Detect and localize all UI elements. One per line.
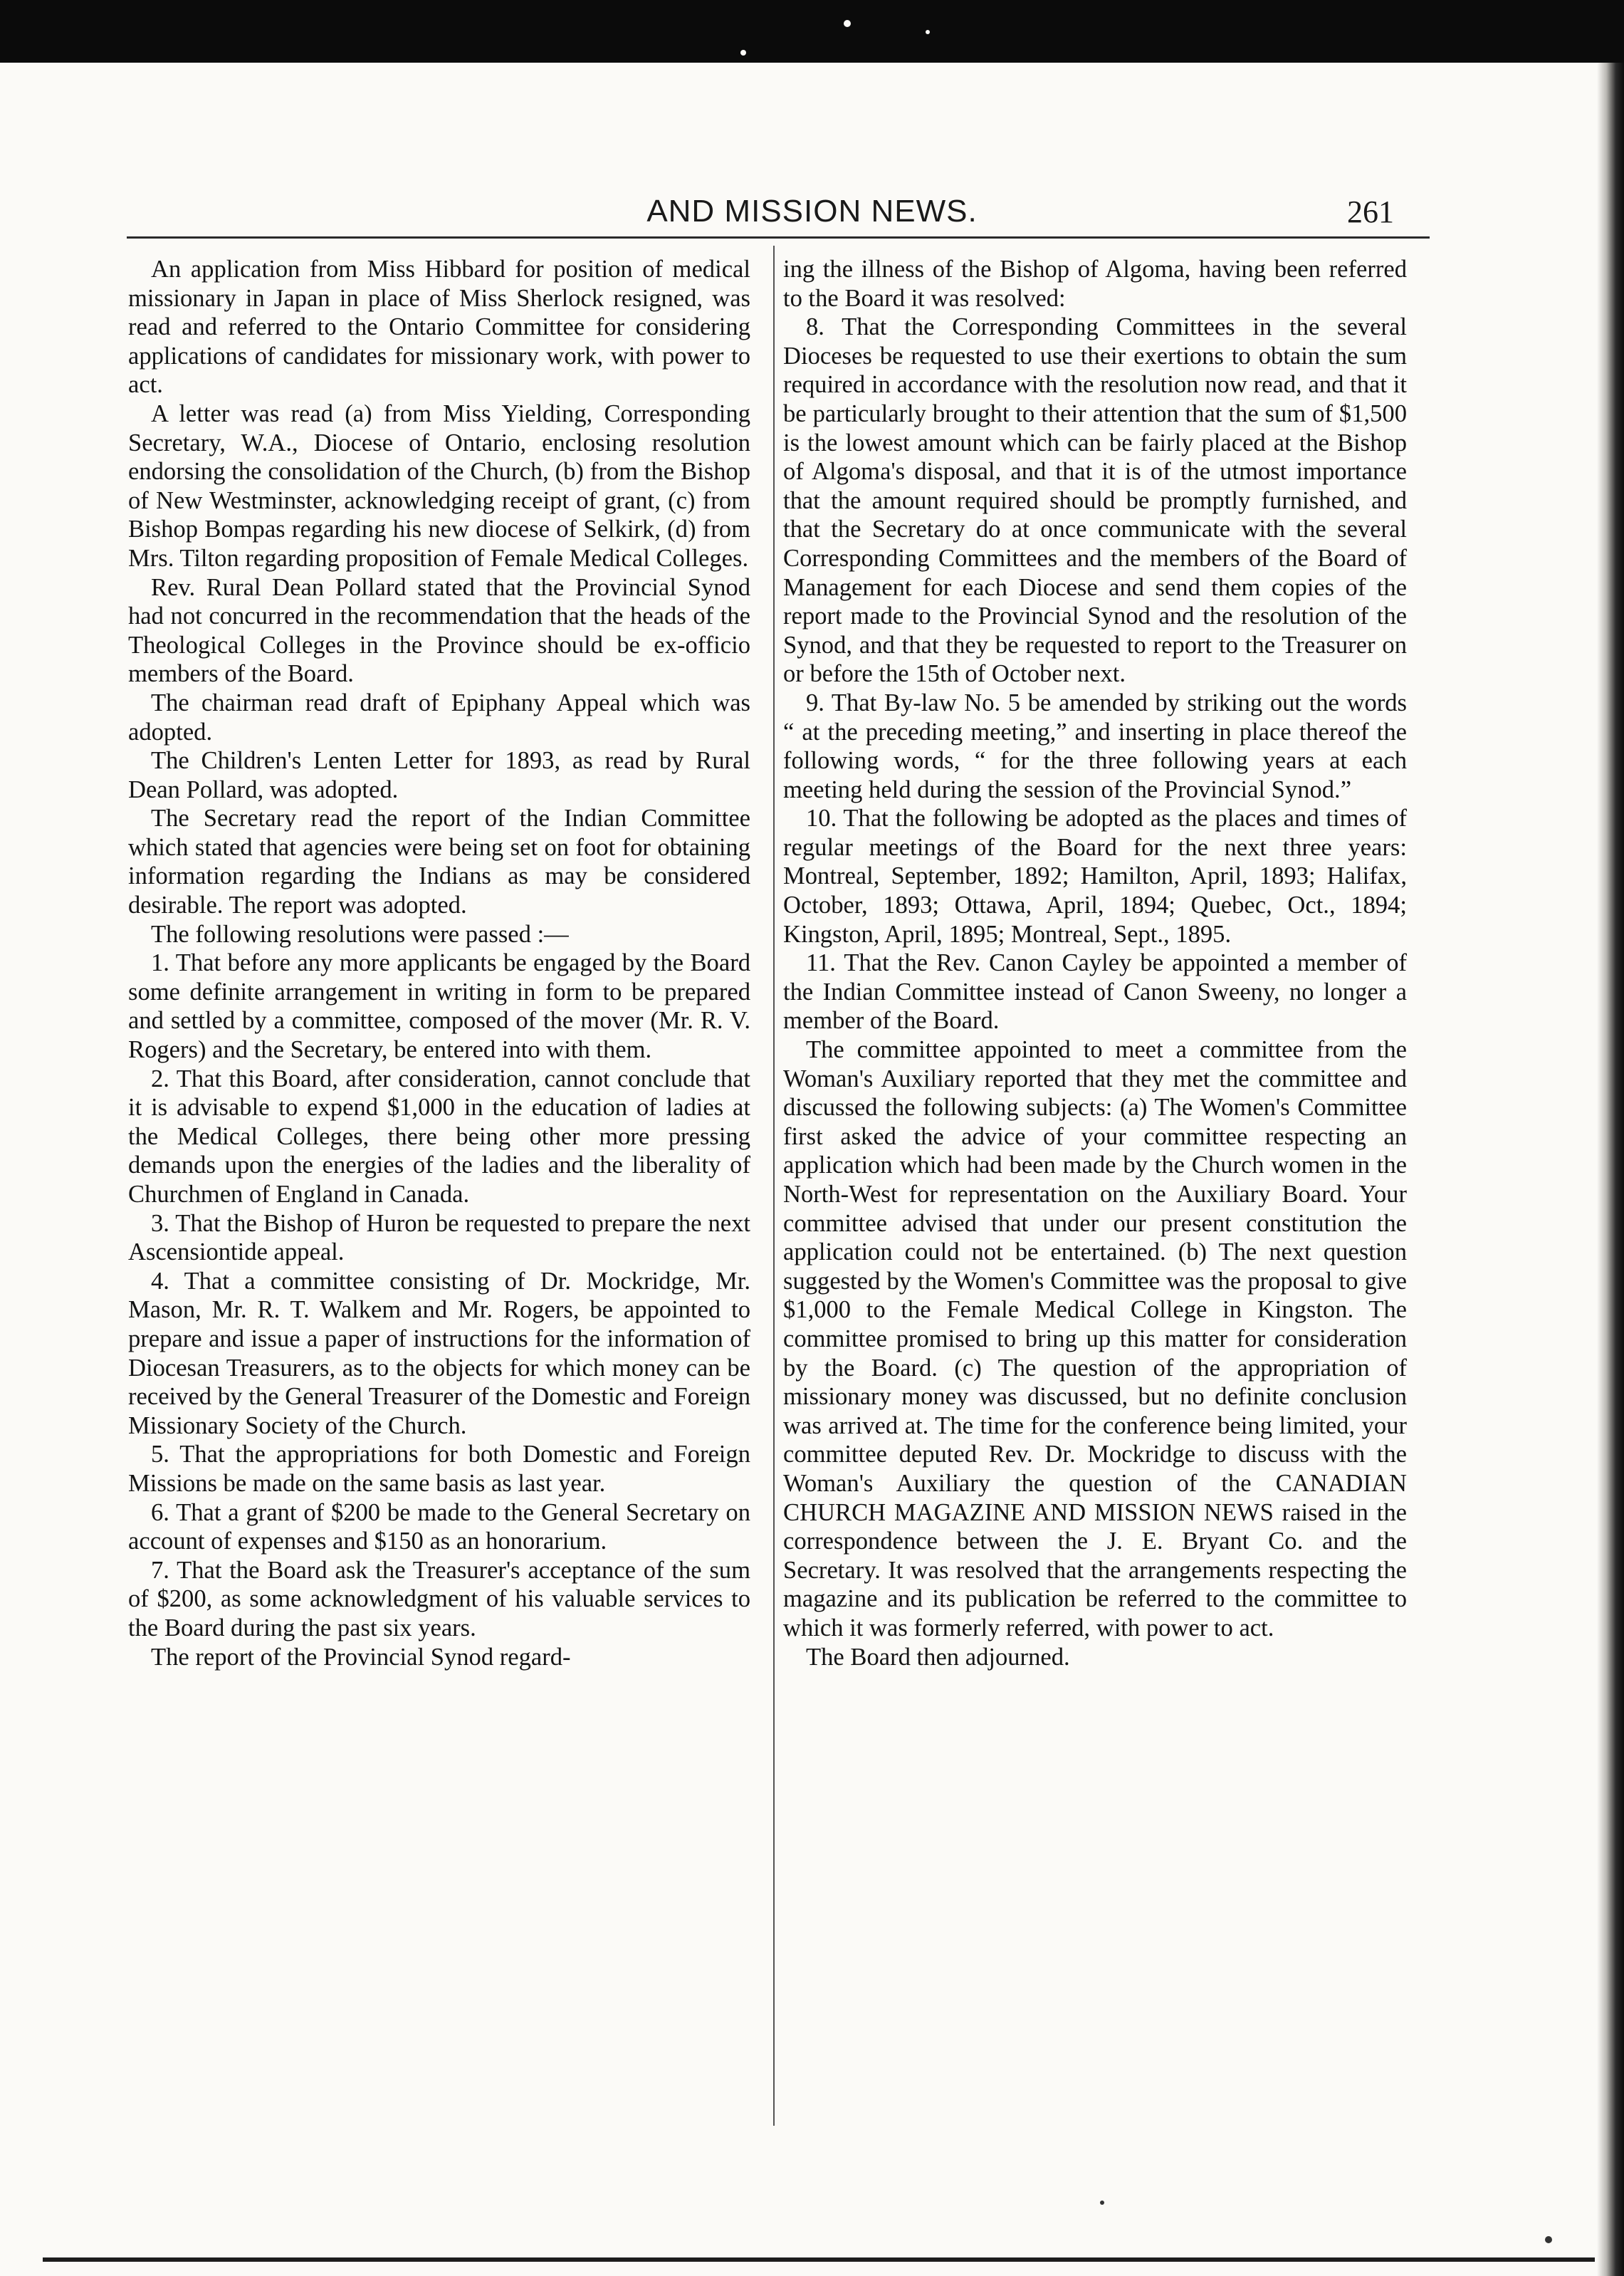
scan-speck	[1545, 2236, 1552, 2243]
paragraph: The Board then adjourned.	[806, 1643, 1070, 1671]
scan-bottom-rule	[43, 2257, 1595, 2262]
right-column	[783, 255, 1407, 1671]
resolution-5: 5. That the appropriations for both Domestic and Foreign Missions be made on the same basis as last year.	[128, 1441, 750, 1497]
paragraph: The Secretary read the report of the Indian Committee which stated that agencies were being set on foot for obtaining information regarding the Indians as may be considered desirable. The report was adopted.	[128, 805, 750, 919]
scan-top-border	[0, 0, 1624, 63]
resolution-1: 1. That before any more applicants be engaged by the Board some definite arrangement in writing in form to be prepared and settled by a committee, composed of the mover (Mr. R. V. Rogers) and the Secretary, be entered into with them.	[128, 949, 750, 1064]
header-rule	[127, 236, 1430, 239]
scan-speck	[926, 30, 930, 34]
paragraph: An application from Miss Hibbard for position of medical missionary in Japan in place of Miss Sherlock resigned, was read and referred to the Ontario Committee for considering applications of candidates for missionary work, with power to act.	[128, 256, 750, 399]
scan-speck	[1100, 2201, 1104, 2205]
paragraph: Rev. Rural Dean Pollard stated that the Provincial Synod had not concurred in the recommendation that the heads of the Theological Colleges in the Province should be ex-officio members of the Board.	[128, 573, 750, 688]
resolution-2: 2. That this Board, after consideration, cannot conclude that it is advisable to expend $1,000 in the education of ladies at the Medical Colleges, there being other more pressing demands upon the energies of the ladies and the liberality of Churchmen of England in Canada.	[128, 1065, 750, 1208]
resolution-7: 7. That the Board ask the Treasurer's acceptance of the sum of $200, as some acknowledgment of his valuable services to the Board during the past six years.	[128, 1556, 750, 1641]
resolution-3: 3. That the Bishop of Huron be requested to prepare the next Ascensiontide appeal.	[128, 1209, 750, 1266]
paragraph: The chairman read draft of Epiphany Appeal which was adopted.	[128, 689, 750, 746]
paragraph: The Children's Lenten Letter for 1893, as read by Rural Dean Pollard, was adopted.	[128, 747, 750, 803]
scan-right-edge	[1597, 63, 1624, 2276]
left-column	[128, 255, 750, 1671]
paragraph: The report of the Provincial Synod regard-	[151, 1643, 571, 1671]
paragraph: A letter was read (a) from Miss Yielding, Corresponding Secretary, W.A., Diocese of Ontario, enclosing resolution endorsing the consolidation of the Church, (b) from the Bishop of New Westminster, acknowledging receipt of grant, (c) from Bishop Bompas regarding his new diocese of Selkirk, (d) from Mrs. Tilton regarding proposition of Female Medical Colleges.	[128, 400, 750, 572]
running-header: AND MISSION NEWS.	[646, 194, 978, 229]
paragraph: The following resolutions were passed :—	[151, 920, 569, 948]
scan-speck	[740, 50, 746, 56]
resolution-4: 4. That a committee consisting of Dr. Mockridge, Mr. Mason, Mr. R. T. Walkem and Mr. Rogers, be appointed to prepare and issue a paper of instructions for the information of Diocesan Treasurers, as to the objects for which money can be received by the General Treasurer of the Domestic and Foreign Missionary Society of the Church.	[128, 1267, 750, 1439]
committee-report: The committee appointed to meet a committee from the Woman's Auxiliary reported that they met the committee and discussed the following subjects: (a) The Women's Committee first asked the advice of your committee respecting an application which had been made by the Church women in the North-West for representation on the Auxiliary Board. Your committee advised that under our present constitution the application could not be entertained. (b) The next question suggested by the Women's Committee was the proposal to give $1,000 to the Female Medical College in Kingston. The committee promised to bring up this matter for consideration by the Board. (c) The question of the appropriation of missionary money was discussed, but no definite conclusion was arrived at. The time for the conference being limited, your committee deputed Rev. Dr. Mockridge to discuss with the Woman's Auxiliary the question of the CANADIAN CHURCH MAGAZINE AND MISSION NEWS raised in the correspondence between the J. E. Bryant Co. and the Secretary. It was resolved that the arrangements respecting the magazine and its publication be referred to the committee to which it was formerly referred, with power to act.	[783, 1036, 1407, 1641]
scan-speck	[844, 20, 851, 27]
page-number: 261	[1347, 194, 1394, 229]
column-divider	[773, 246, 775, 2126]
resolution-10: 10. That the following be adopted as the places and times of regular meetings of the Board for the next three years: Montreal, September, 1892; Hamilton, April, 1893; Halifax, October, 1893; Ottawa, April, 1894; Quebec, Oct., 1894; Kingston, April, 1895; Montreal, Sept., 1895.	[783, 805, 1407, 948]
paragraph-continuation: ing the illness of the Bishop of Algoma, having been referred to the Board it was resolved:	[783, 256, 1407, 312]
resolution-6: 6. That a grant of $200 be made to the General Secretary on account of expenses and $150 as an honorarium.	[128, 1498, 750, 1555]
resolution-11: 11. That the Rev. Canon Cayley be appointed a member of the Indian Committee instead of Canon Sweeny, no longer a member of the Board.	[783, 949, 1407, 1035]
resolution-9: 9. That By-law No. 5 be amended by striking out the words “ at the preceding meeting,” and inserting in place thereof the following words, “ for the three following years at each meeting held during the session of the Provincial Synod.”	[783, 689, 1407, 803]
resolution-8: 8. That the Corresponding Committees in the several Dioceses be requested to use their exertions to obtain the sum required in accordance with the resolution now read, and that it be particularly brought to their attention that the sum of $1,500 is the lowest amount which can be fairly placed at the Bishop of Algoma's disposal, and that it is of the utmost importance that the amount required should be promptly furnished, and that the Secretary do at once communicate with the several Corresponding Committees and the members of the Board of Management for each Diocese and send them copies of the report made to the Provincial Synod and the resolution of the Synod, and that they be requested to report to the Treasurer on or before the 15th of October next.	[783, 313, 1407, 688]
